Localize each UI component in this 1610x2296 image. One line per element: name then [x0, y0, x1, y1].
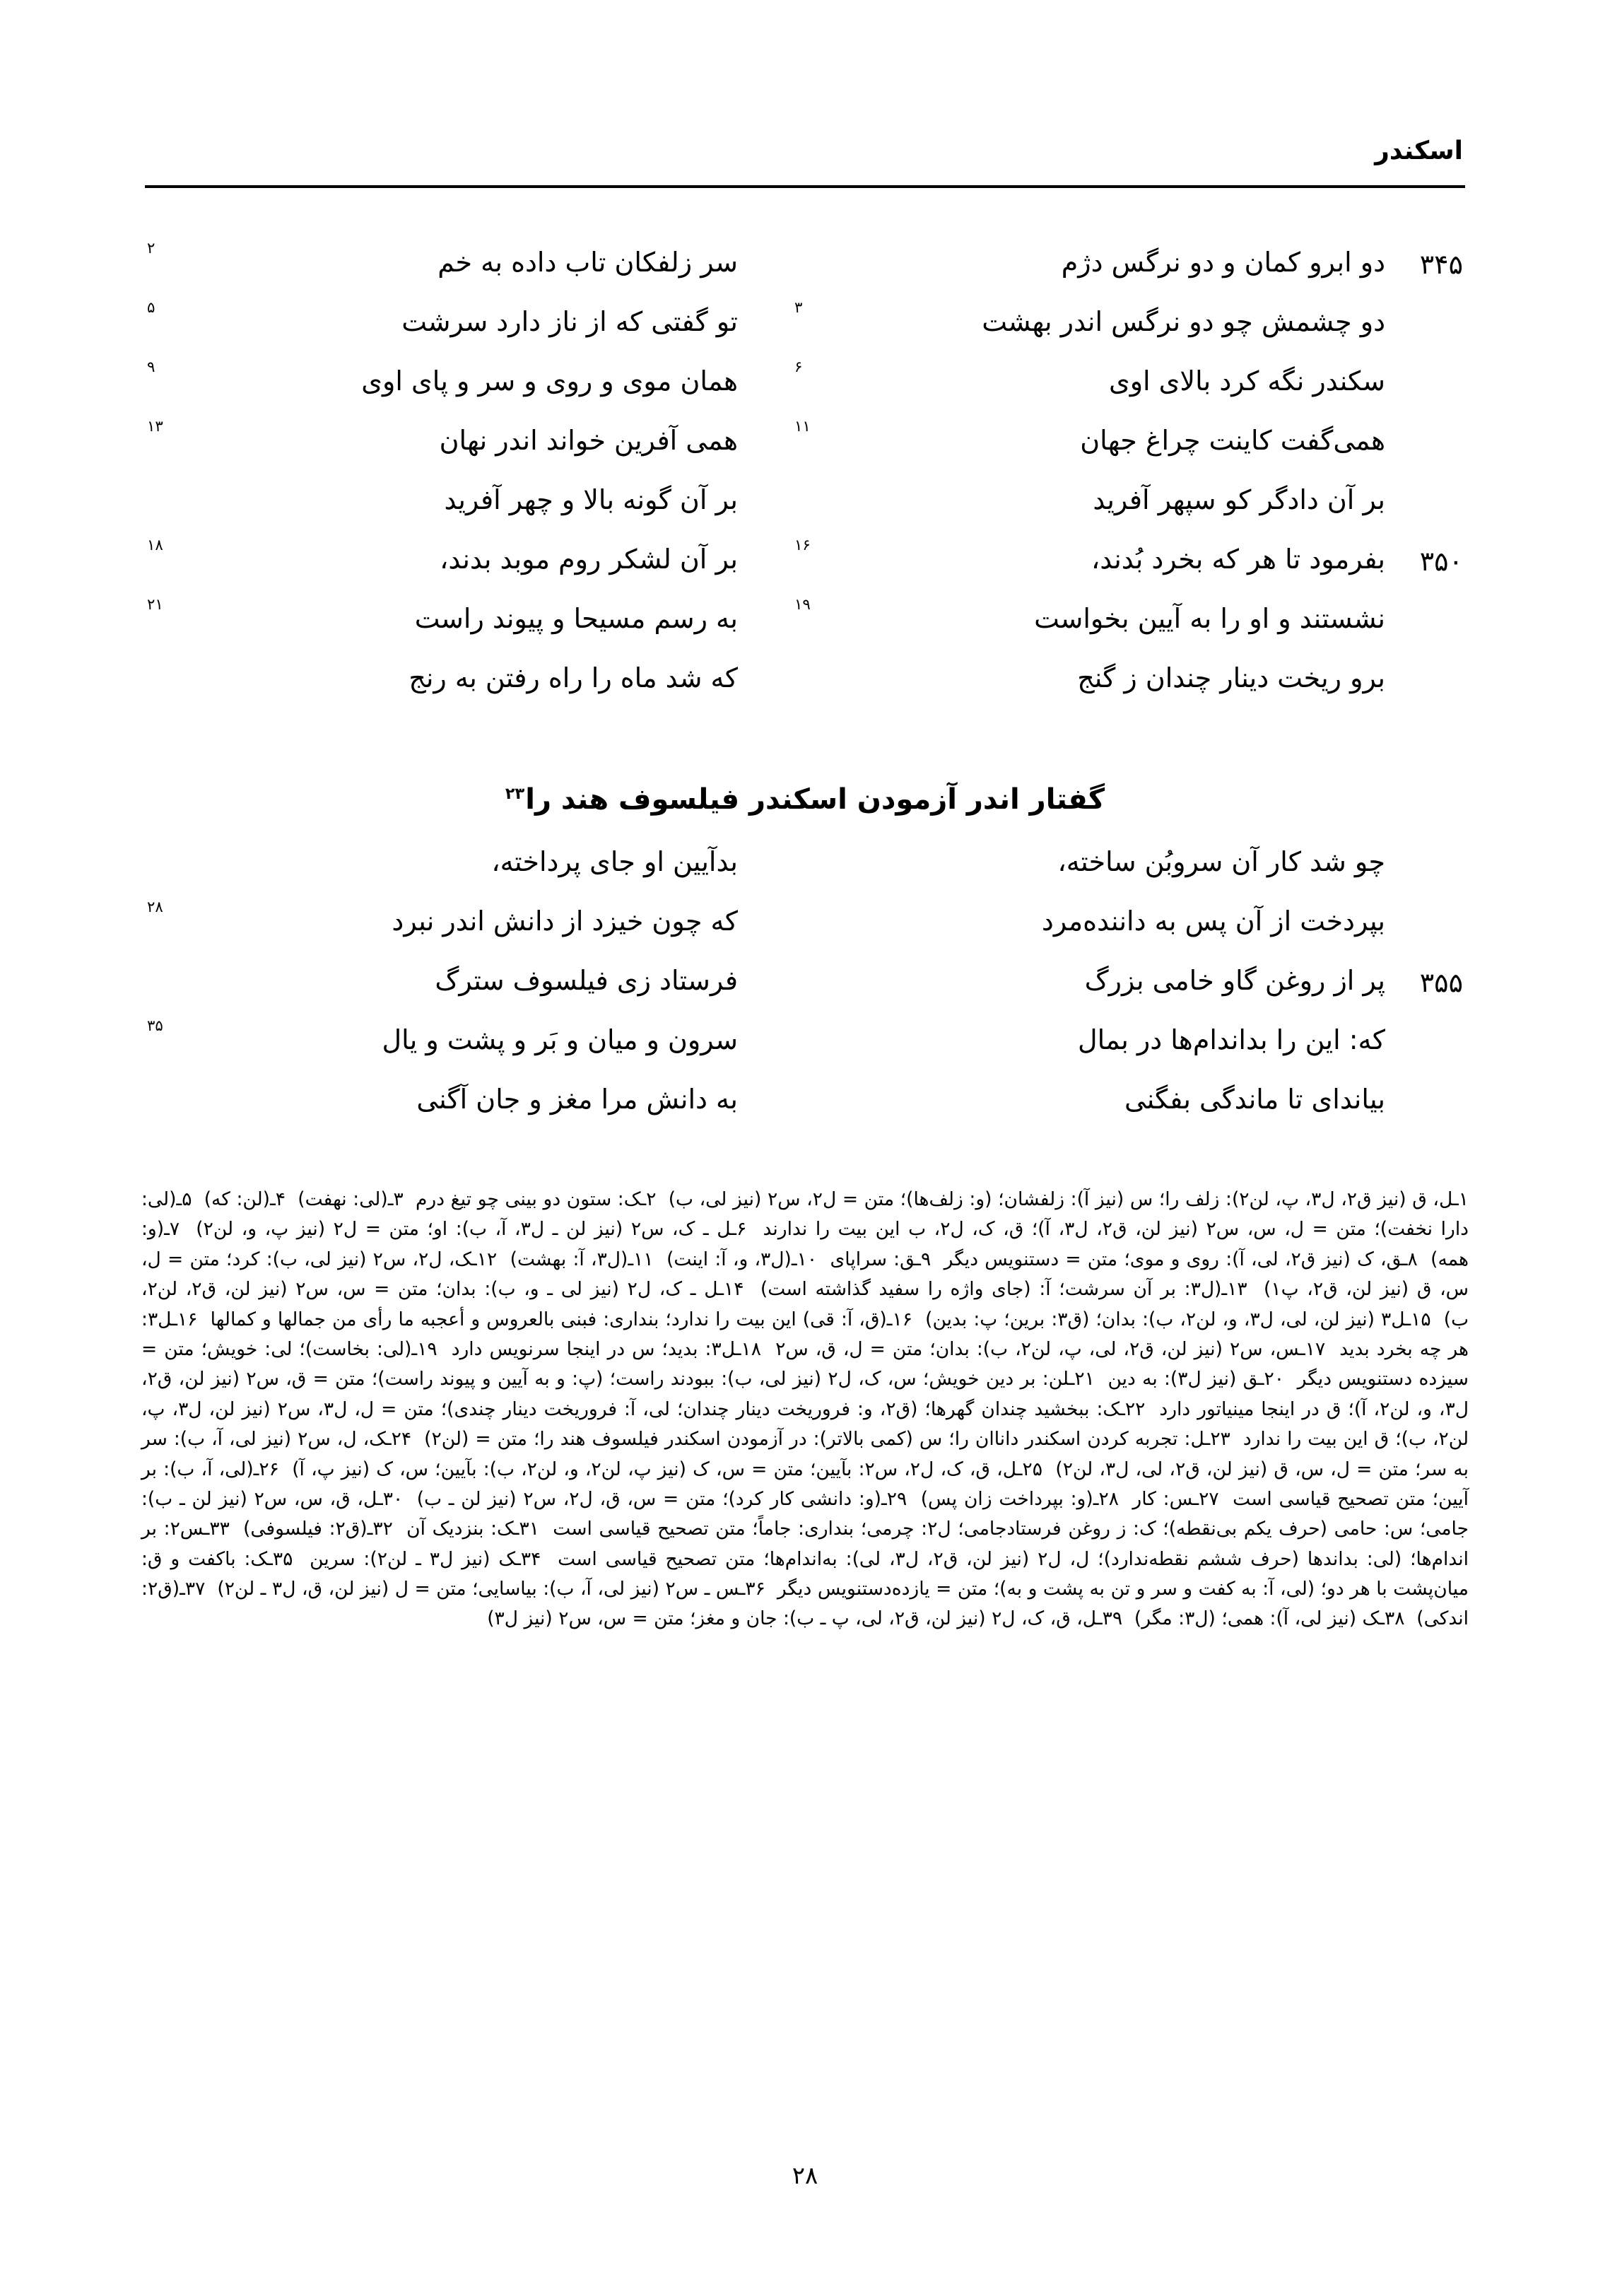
- apparatus-entry: ۸ـق، ک (نیز ق۲، لی، آ): روی و موی؛ متن = دستنویس دیگر: [931, 1248, 1418, 1270]
- apparatus-entry: ۱۲ـک، ل۲، س۲ (نیز لی، ب): کرد؛ متن = ل، س، ق (نیز لن، ق۲، پ۱): [141, 1248, 1469, 1301]
- verse-line: [147, 960, 1463, 1019]
- footnote-marker: ۱۸: [147, 537, 163, 554]
- hemistich-text: بیاندای تا ماندگی بفگنی: [1124, 1084, 1385, 1115]
- footnote-marker: ۶: [794, 358, 803, 376]
- hemistich-text: همان موی و روی و سر و پای اوی: [361, 365, 738, 397]
- hemistich-left: [147, 898, 752, 937]
- hemistich-left: [147, 301, 752, 336]
- footnote-marker: ۳۵: [147, 1017, 163, 1035]
- apparatus-entry: ۲۴ـک، ل، س۲ (نیز لی، آ، ب): سر به سر؛ متن = ل، س، ق (نیز لن، ق۲، لی، ل۳، لن۲): [141, 1428, 1469, 1480]
- verse-number: [1385, 841, 1463, 848]
- apparatus-entry: ۳۶ـس ـ س۲ (نیز لی، آ، ب): بیاسایی؛ متن = ل (نیز لن، ق، ل۳ ـ لن۲): [205, 1578, 765, 1600]
- hemistich-left: [147, 479, 752, 515]
- hemistich-right: [752, 657, 1385, 693]
- apparatus-entry: ۱۵ـل۳ (نیز لن، لی، ل۳، و، لن۲، ب): بدان؛ (ق۳: برین؛ پ: بدین): [912, 1308, 1431, 1330]
- hemistich-left: [147, 598, 752, 633]
- verse-line: [147, 301, 1463, 361]
- apparatus-entry: ۲۵ـل، ق، ک، ل۲، س۲: بآیین؛ متن = س، ک (نیز پ، لن۲، و، لن۲، ب): بآیین؛ س، ک (نیز پ، آ): [278, 1458, 1043, 1480]
- hemistich-text: چو شد کار آن سروبُن ساخته،: [1057, 846, 1385, 877]
- apparatus-entry: ۲۶ـ(لی، آ، ب): بر آیین؛ متن تصحیح قیاسی است: [141, 1458, 1469, 1510]
- apparatus-entry: ۱۴ـل ـ ک، ل۲ (نیز لی ـ و، ب): بدان؛ متن = س، س۲ (نیز لن، ق۲، لن۲، ب): [141, 1278, 1469, 1330]
- hemistich-text: نشستند و او را به آیین بخواست: [1034, 603, 1385, 634]
- footnote-marker: ۲۸: [147, 898, 163, 916]
- hemistich-text: بپردخت از آن پس به داننده‌مرد: [1041, 906, 1385, 937]
- hemistich-left: [147, 539, 752, 574]
- hemistich-right: [752, 1019, 1385, 1055]
- apparatus-entry: ۱۷ـس، س۲ (نیز لن، ق۲، لی، پ، لن۲، ب): بدان؛ متن = ل، ق، س۲: [761, 1337, 1326, 1360]
- hemistich-right: [752, 901, 1385, 936]
- section-heading-text: گفتار اندر آزمودن اسکندر فیلسوف هند را: [525, 783, 1105, 816]
- verse-number: [1385, 479, 1463, 486]
- apparatus-entry: ۷ـ(و: همه): [141, 1218, 1469, 1270]
- apparatus-entry: ۳۷ـ(ق۲: اندکی): [141, 1578, 1469, 1630]
- apparatus-entry: ۳۹ـل، ق، ک، ل۲ (نیز لن، ق۲، لی، پ ـ ب): جان و مغز؛ متن = س، س۲ (نیز ل۳): [487, 1607, 1123, 1630]
- footnote-marker: ۱۳: [147, 418, 163, 435]
- hemistich-left: [147, 960, 752, 995]
- hemistich-text: بر آن دادگر کو سپهر آفرید: [1093, 484, 1385, 515]
- footnote-marker: ۱۱: [794, 418, 811, 435]
- apparatus-entry: ۴ـ(لن: که): [192, 1188, 286, 1210]
- hemistich-text: پر از روغن گاو خامی بزرگ: [1084, 965, 1385, 996]
- verse-line: [147, 242, 1463, 301]
- critical-apparatus: [141, 1185, 1469, 1634]
- hemistich-text: بفرمود تا هر که بخرد بُدند،: [1091, 544, 1385, 575]
- verse-line: [147, 358, 1463, 420]
- verse-line: [147, 420, 1463, 479]
- apparatus-entry: ۲۷ـس: کار: [1118, 1487, 1219, 1510]
- verse-line: [147, 479, 1463, 539]
- hemistich-text: همی‌گفت کاینت چراغ جهان: [1080, 425, 1385, 456]
- verse-number: [1385, 901, 1463, 908]
- hemistich-right: [752, 301, 1385, 336]
- apparatus-entry: ۵ـ(لی: دارا نخفت)؛ متن = ل، س، س۲ (نیز لن، ق۲، ل۳، آ)؛ ق، ک، ل۲، ب این بیت را ندارند: [141, 1188, 1469, 1241]
- verse-line: [147, 898, 1463, 960]
- verse-number: [1385, 657, 1463, 664]
- verse-number: [1385, 301, 1463, 308]
- apparatus-entry: ۲۱ـلن: بر دین خویش؛ س، ک، ل۲ (نیز لی، ب): ببودند راست؛ (پ: و به آیین و پیوند راست)؛ متن = ق، س۲ (نیز لن، ق۲، ل۳، و، لن۲، آ)؛ ق در اینجا مینیاتور دارد: [141, 1368, 1469, 1420]
- apparatus-entry: ۳۲ـ(ق۲: فیلسوفی): [229, 1518, 393, 1540]
- apparatus-entry: ۶ـل ـ ک، س۲ (نیز لن ـ ل۳، آ، ب): او؛ متن = ل۲ (نیز پ، و، لن۲): [180, 1218, 747, 1241]
- hemistich-text: برو ریخت دینار چندان ز گنج: [1077, 662, 1385, 693]
- hemistich-right: [752, 358, 1385, 397]
- apparatus-entry: ۳۵ـک: باکفت و ق: میان‌پشت با هر دو؛ (لی، آ: به کفت و سر و تن به پشت و به)؛ متن = یازده‌دستنویس دیگر: [141, 1547, 1469, 1600]
- apparatus-entry: ۲۲ـک: ببخشید چندان گهرها؛ (ق۲، و: فروریخت دینار چندان؛ لی، آ: فروریخت دینار چندی)؛ متن = ل، ل۳، س۲ (نیز لن، ل۳، پ، لن۲، ب)؛ ق این بیت را ندارد: [141, 1398, 1469, 1451]
- footnote-marker: ۲: [147, 240, 155, 257]
- hemistich-right: [752, 841, 1385, 877]
- hemistich-left: [147, 1019, 752, 1055]
- running-head: اسکندر: [1375, 136, 1463, 165]
- hemistich-right: [752, 479, 1385, 515]
- hemistich-text: دو ابرو کمان و دو نرگس دژم: [1061, 247, 1385, 278]
- hemistich-left: [147, 1079, 752, 1114]
- footnote-marker: ۲۳: [505, 784, 525, 803]
- hemistich-text: که چون خیزد از دانش اندر نبرد: [392, 906, 738, 937]
- apparatus-entry: ۹ـق: سراپای: [817, 1248, 932, 1270]
- verse-number: [1385, 361, 1463, 368]
- verse-number: [1385, 1079, 1463, 1086]
- hemistich-text: به رسم مسیحا و پیوند راست: [414, 603, 738, 634]
- verse-line: [147, 657, 1463, 717]
- apparatus-entry: ۱۶ـ(ق، آ: قی) این بیت را ندارد؛ بنداری: فبنی بالعروس و أعجبه ما رأی من جمالها و کمالها: [197, 1308, 912, 1330]
- hemistich-right: [752, 1079, 1385, 1114]
- footnote-marker: ۳: [794, 299, 803, 317]
- hemistich-text: بر آن لشکر روم موبد بدند،: [440, 544, 738, 575]
- header-rule: [145, 185, 1465, 188]
- apparatus-entry: ۲۰ـق (نیز ل۳): به دین: [1094, 1368, 1285, 1390]
- apparatus-entry: ۱ـل، ق (نیز ق۲، ل۳، پ، لن۲): زلف را؛ س (نیز آ): زلفشان؛ (و: زلف‌ها)؛ متن = ل۲، س۲ (نیز لی، ب): [656, 1188, 1469, 1210]
- apparatus-entry: ۱۶ـل۳: هر چه بخرد بدید: [141, 1308, 1469, 1360]
- apparatus-entry: ۲۸ـ(و: بپرداخت زان پس): [907, 1487, 1119, 1510]
- footnote-marker: ۹: [147, 358, 155, 376]
- hemistich-right: [752, 539, 1385, 574]
- footnote-marker: ۱۶: [794, 537, 811, 554]
- hemistich-text: دو چشمش چو دو نرگس اندر بهشت: [982, 306, 1385, 337]
- hemistich-right: [752, 598, 1385, 633]
- verse-number: ۳۴۵: [1419, 249, 1463, 280]
- apparatus-entry: ۳۳ـس۲: بر اندام‌ها؛ (لی: بداندها (حرف ششم نقطه‌ندارد)؛ ل، ل۲ (نیز لن، ق۲، ل۳، لی): به‌اندام‌ها؛ متن تصحیح قیاسی است: [141, 1518, 1469, 1570]
- verse-number: ۳۵۰: [1419, 546, 1463, 577]
- hemistich-right: [752, 960, 1385, 995]
- hemistich-text: بدآیین او جای پرداخته،: [491, 846, 738, 877]
- footnote-marker: ۲۱: [147, 596, 163, 614]
- apparatus-entry: ۳ـ(لی: نهفت): [286, 1188, 404, 1210]
- verse-line: [147, 1079, 1463, 1138]
- hemistich-text: به دانش مرا مغز و جان آگنی: [416, 1084, 738, 1115]
- verse-number: [1385, 420, 1463, 427]
- verse-line: [147, 1019, 1463, 1079]
- hemistich-text: سکندر نگه کرد بالای اوی: [1108, 365, 1385, 397]
- apparatus-entry: ۲۹ـ(و: دانشی کار کرد)؛ متن = س، ق، ل۲، س۲ (نیز لن ـ ب): [403, 1487, 907, 1510]
- hemistich-right: [752, 420, 1385, 455]
- verse-number: ۳۵۵: [1419, 967, 1463, 998]
- verse-number: [1385, 1019, 1463, 1026]
- hemistich-left: [147, 841, 752, 877]
- hemistich-right: [752, 242, 1385, 277]
- apparatus-entry: ۳۰ـل، ق، س، س۲ (نیز لن ـ ب): جامی؛ س: حامی (حرف یکم بی‌نقطه)؛ ک: ز روغن فرستادجامی؛ ل۲: چرمی؛ بنداری: جاماً؛ متن تصحیح قیاسی است: [141, 1487, 1469, 1540]
- verse-line: [147, 539, 1463, 598]
- section-heading: [147, 783, 1463, 816]
- apparatus-entry: ۲ـک: ستون دو بینی چو تیغ درم: [403, 1188, 657, 1210]
- apparatus-entry: ۲۳ـل: تجربه کردن اسکندر داناان را؛ س (کمی بالاتر): در آزمودن اسکندر فیلسوف هند را؛ متن = (لن۲): [411, 1428, 1230, 1451]
- apparatus-entry: ۳۸ـک (نیز لی، آ): همی؛ (ل۳: مگر): [1122, 1607, 1405, 1630]
- apparatus-entry: ۱۰ـ(ل۳، و، آ: اینت): [653, 1248, 818, 1270]
- hemistich-text: فرستاد زی فیلسوف سترگ: [435, 965, 738, 996]
- apparatus-entry: ۳۱ـک: بنزدیک آن: [392, 1518, 539, 1540]
- hemistich-left: [147, 657, 752, 693]
- hemistich-text: که: این را بداندام‌ها در بمال: [1078, 1024, 1385, 1055]
- hemistich-text: بر آن گونه بالا و چهر آفرید: [444, 484, 738, 515]
- hemistich-text: تو گفتی که از ناز دارد سرشت: [401, 306, 738, 337]
- apparatus-entry: ۱۳ـ(ل۳: بر آن سرشت؛ آ: (جای واژه را سفید گذاشته است): [744, 1278, 1247, 1301]
- verse-line: [147, 598, 1463, 657]
- apparatus-entry: ۱۸ـل۳: بدید؛ س در اینجا سرنویس دارد: [437, 1337, 762, 1360]
- hemistich-text: سر زلفکان تاب داده به خم: [437, 247, 738, 278]
- folio-number: ۲۸: [792, 2162, 818, 2190]
- apparatus-entry: ۳۴ـک (نیز ل۳ ـ لن۲): سرین: [293, 1547, 541, 1570]
- apparatus-entry: ۱۹ـ(لی: بخاست)؛ لی: خویش؛ متن = سیزده دستنویس دیگر: [141, 1337, 1469, 1390]
- hemistich-text: سرون و میان و بَر و پشت و یال: [382, 1024, 738, 1055]
- verse-number: [1385, 598, 1463, 605]
- hemistich-left: [147, 242, 752, 277]
- footnote-marker: ۵: [147, 299, 155, 317]
- footnote-marker: ۱۹: [794, 596, 811, 614]
- apparatus-entry: ۱۱ـ(ل۳، آ: بهشت): [497, 1248, 654, 1270]
- hemistich-left: [147, 358, 752, 397]
- verse-line: [147, 841, 1463, 901]
- hemistich-text: که شد ماه را راه رفتن به رنج: [409, 662, 738, 693]
- hemistich-left: [147, 420, 752, 455]
- hemistich-text: همی آفرین خواند اندر نهان: [439, 425, 738, 456]
- verse-block-1: [147, 242, 1463, 717]
- verse-block-2: [147, 841, 1463, 1138]
